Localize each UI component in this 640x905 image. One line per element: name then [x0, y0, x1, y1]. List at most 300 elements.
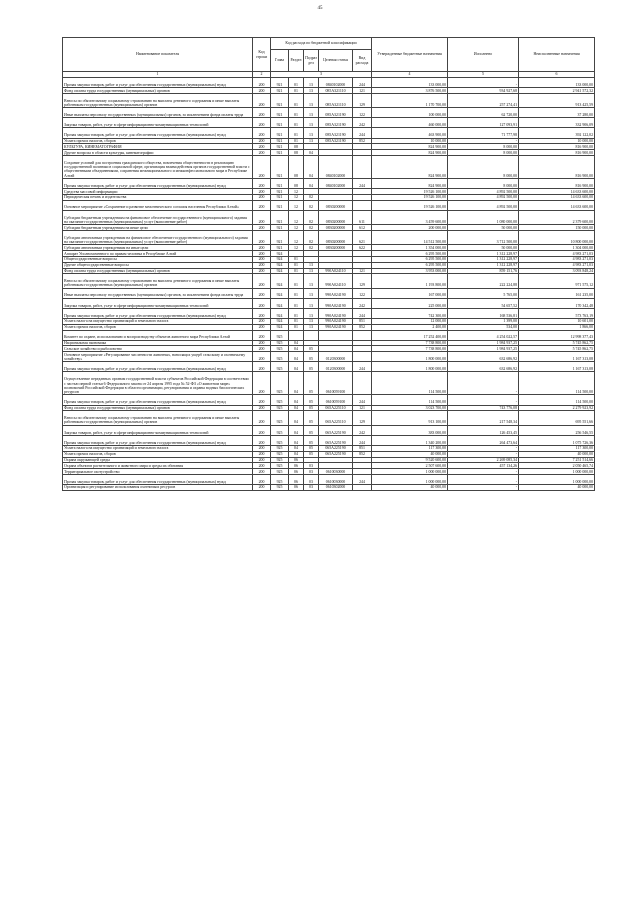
- row-approved: 117 300,00: [372, 445, 448, 451]
- table-row: [63, 178, 595, 188]
- row-executed: 8 000,00: [448, 155, 519, 178]
- row-code: 200: [253, 251, 271, 257]
- row-podrazdel: 13: [304, 268, 319, 274]
- row-approved: 19 526 100,00: [372, 189, 448, 195]
- row-glava: 924: [271, 256, 289, 262]
- row-executed: 1 312 228,97: [448, 251, 519, 257]
- row-approved: 3 459 600,00: [372, 210, 448, 224]
- row-unexecuted: 1 167 313,08: [519, 352, 595, 362]
- row-vid: 244: [353, 362, 372, 372]
- row-code: 200: [253, 457, 271, 463]
- table-row: [63, 118, 595, 128]
- row-celevaya: 0610302000: [319, 484, 353, 490]
- row-code: 200: [253, 469, 271, 475]
- row-razdel: 04: [289, 352, 304, 362]
- row-approved: 7 738 800,00: [372, 340, 448, 346]
- row-executed: 126 453,45: [448, 425, 519, 435]
- row-glava: 921: [271, 230, 289, 244]
- row-approved: 1 000 000,00: [372, 474, 448, 484]
- row-approved: 2 400,00: [372, 324, 448, 330]
- row-razdel: 01: [289, 288, 304, 298]
- row-glava: 925: [271, 352, 289, 362]
- row-vid: 121: [353, 405, 372, 411]
- header-colnum: 1: [63, 72, 253, 78]
- row-name: Фонд оплаты труда государственных (муниципальных) органов: [63, 405, 253, 411]
- row-unexecuted: 2 050 465,74: [519, 463, 595, 469]
- row-razdel: 01: [289, 88, 304, 94]
- row-unexecuted: 816 900,00: [519, 155, 595, 178]
- row-name: Охрана окружающей среды: [63, 457, 253, 463]
- row-approved: 1 800 000,00: [372, 362, 448, 372]
- row-glava: 925: [271, 411, 289, 425]
- row-glava: 921: [271, 118, 289, 128]
- row-code: 200: [253, 288, 271, 298]
- row-unexecuted: 5 745 862,75: [519, 340, 595, 346]
- row-executed: -: [448, 372, 519, 395]
- row-vid: [353, 372, 372, 395]
- row-name: Осуществление переданных органам государственной власти субъектов Российской Федерации в соответствии с частью первой статьи 6 Федерального закона от 24 апреля 1995 года № 52-ФЗ «О животном мире» полномочий Российской Федерации в области организации, регулирования и охраны водных биологических ресурсов: [63, 372, 253, 395]
- row-razdel: 01: [289, 308, 304, 318]
- row-vid: 852: [353, 138, 372, 144]
- row-vid: [353, 484, 372, 490]
- row-vid: 244: [353, 128, 372, 138]
- row-glava: 921: [271, 128, 289, 138]
- row-glava: 924: [271, 318, 289, 324]
- row-razdel: 04: [289, 362, 304, 372]
- header-celevaya: Целевая статья: [319, 50, 353, 72]
- row-approved: 463 900,00: [372, 128, 448, 138]
- row-glava: 924: [271, 262, 289, 268]
- row-name: Закупка товаров, работ, услуг в сфере информационно-коммуникационных технологий: [63, 298, 253, 308]
- row-celevaya: 085A321110: [319, 88, 353, 94]
- row-executed: 8 000,00: [448, 144, 519, 150]
- row-approved: 12 000,00: [372, 318, 448, 324]
- row-podrazdel: 13: [304, 78, 319, 88]
- row-name: Создание условий для построения гражданского общества, вовлечения общественности в реализацию государственной политики в социальной сфере, организация взаимодействия органов государственной власти с общественными объединениями, сохранения межнационального и межконфессионального мира в Республике Алтай: [63, 155, 253, 178]
- row-executed: 50 000,00: [448, 245, 519, 251]
- row-executed: 743 776,08: [448, 405, 519, 411]
- row-unexecuted: 3 093 848,24: [519, 268, 595, 274]
- row-name: Прочая закупка товаров, работ и услуг для обеспечения государственных (муниципальных) нужд: [63, 178, 253, 188]
- row-glava: 925: [271, 451, 289, 457]
- row-name: Территориальное охотустройство: [63, 469, 253, 475]
- row-vid: 244: [353, 178, 372, 188]
- row-code: 200: [253, 411, 271, 425]
- row-name: Прочая закупка товаров, работ и услуг для обеспечения государственных (муниципальных) нужд: [63, 128, 253, 138]
- row-code: 200: [253, 298, 271, 308]
- row-celevaya: 065A225190: [319, 451, 353, 457]
- row-code: 200: [253, 178, 271, 188]
- row-razdel: 01: [289, 108, 304, 118]
- row-podrazdel: 02: [304, 210, 319, 224]
- row-glava: 924: [271, 324, 289, 330]
- row-executed: 71 777,98: [448, 128, 519, 138]
- page-number: 45: [317, 6, 323, 11]
- row-name: Средства массовой информации: [63, 189, 253, 195]
- row-code: 200: [253, 340, 271, 346]
- row-razdel: 04: [289, 346, 304, 352]
- row-unexecuted: 7 251 514,66: [519, 457, 595, 463]
- header-colnum: 2: [253, 72, 271, 78]
- table-row: [63, 330, 595, 340]
- row-razdel: 01: [289, 256, 304, 262]
- table-row: [63, 372, 595, 395]
- row-name: Охрана объектов растительного и животного мира и среды их обитания: [63, 463, 253, 469]
- row-executed: 1 399,00: [448, 318, 519, 324]
- table-row: [63, 268, 595, 274]
- row-approved: 913 100,00: [372, 411, 448, 425]
- row-unexecuted: 1 167 313,08: [519, 362, 595, 372]
- row-code: 200: [253, 93, 271, 107]
- row-podrazdel: 04: [304, 155, 319, 178]
- row-name: КУЛЬТУРА, КИНЕМАТОГРАФИЯ: [63, 144, 253, 150]
- row-celevaya: 0120300000: [319, 362, 353, 372]
- row-executed: -: [448, 138, 519, 144]
- row-approved: 3 953 000,00: [372, 268, 448, 274]
- row-unexecuted: 10 601,00: [519, 318, 595, 324]
- header-code: Код строки: [253, 38, 271, 72]
- row-name: Национальная экономика: [63, 340, 253, 346]
- header-razdel: Раздел: [289, 50, 304, 72]
- row-podrazdel: 13: [304, 108, 319, 118]
- row-approved: 824 900,00: [372, 150, 448, 156]
- header-vid: Вид расхода: [353, 50, 372, 72]
- row-celevaya: 990A024190: [319, 308, 353, 318]
- row-executed: 1 984 937,25: [448, 346, 519, 352]
- row-executed: 859 151,76: [448, 268, 519, 274]
- row-vid: 611: [353, 210, 372, 224]
- row-name: Субсидии автономным учреждениям на финансовое обеспечение государственного (муниципального) задания на оказание государственных (муниципальных) услуг (выполнение работ): [63, 230, 253, 244]
- table-row: [63, 230, 595, 244]
- row-approved: 1 193 800,00: [372, 274, 448, 288]
- row-unexecuted: 1 000 000,00: [519, 474, 595, 484]
- row-celevaya: 990A024190: [319, 318, 353, 324]
- row-glava: 921: [271, 138, 289, 144]
- row-executed: -: [448, 469, 519, 475]
- row-code: 200: [253, 330, 271, 340]
- row-razdel: 04: [289, 411, 304, 425]
- row-razdel: 12: [289, 245, 304, 251]
- row-code: 200: [253, 88, 271, 94]
- row-glava: 921: [271, 210, 289, 224]
- row-vid: 621: [353, 230, 372, 244]
- row-glava: 924: [271, 251, 289, 257]
- row-celevaya: 085A321190: [319, 138, 353, 144]
- row-vid: 852: [353, 451, 372, 457]
- row-code: 200: [253, 274, 271, 288]
- row-glava: 925: [271, 362, 289, 372]
- row-unexecuted: 10 000,00: [519, 138, 595, 144]
- row-razdel: 12: [289, 194, 304, 200]
- row-glava: 921: [271, 144, 289, 150]
- row-podrazdel: 04: [304, 150, 319, 156]
- row-podrazdel: 05: [304, 451, 319, 457]
- row-celevaya: 065A225190: [319, 435, 353, 445]
- row-vid: [353, 330, 372, 340]
- header-name: Наименование показателя: [63, 38, 253, 72]
- row-razdel: 08: [289, 150, 304, 156]
- row-executed: -: [448, 445, 519, 451]
- row-executed: 934 927,68: [448, 88, 519, 94]
- row-glava: 925: [271, 395, 289, 405]
- row-name: Прочая закупка товаров, работ и услуг для обеспечения государственных (муниципальных) нужд: [63, 362, 253, 372]
- row-unexecuted: 170 342,48: [519, 298, 595, 308]
- row-unexecuted: 114 500,00: [519, 395, 595, 405]
- row-celevaya: 0830200000: [319, 230, 353, 244]
- row-razdel: 12: [289, 210, 304, 224]
- row-approved: 824 900,00: [372, 144, 448, 150]
- row-unexecuted: 114 500,00: [519, 372, 595, 395]
- row-executed: 4 254 022,57: [448, 330, 519, 340]
- row-name: Субсидии автономным учреждениям на иные цели: [63, 245, 253, 251]
- header-unexecuted: Неисполненные назначения: [519, 38, 595, 72]
- row-executed: -: [448, 78, 519, 88]
- budget-table: [62, 37, 595, 491]
- row-celevaya: 0830200000: [319, 225, 353, 231]
- row-celevaya: 0840102000: [319, 178, 353, 188]
- row-unexecuted: 2 279 923,92: [519, 405, 595, 411]
- row-approved: 824 900,00: [372, 155, 448, 178]
- row-executed: 50 000,00: [448, 225, 519, 231]
- row-unexecuted: 40 000,00: [519, 484, 595, 490]
- row-name: Аппарат Уполномоченного по правам человека в Республике Алтай: [63, 251, 253, 257]
- row-name: Иные выплаты персоналу государственных (муниципальных) органов, за исключением фонда оплаты труда: [63, 288, 253, 298]
- row-unexecuted: 392 122,02: [519, 128, 595, 138]
- row-name: Прочая закупка товаров, работ и услуг для обеспечения государственных (муниципальных) нужд: [63, 78, 253, 88]
- row-name: Основное мероприятие «Сохранение и развитие межэтнического согласия населения Республики Алтай»: [63, 200, 253, 210]
- row-code: 200: [253, 352, 271, 362]
- row-podrazdel: 13: [304, 308, 319, 318]
- table-row: [63, 484, 595, 490]
- row-glava: 921: [271, 178, 289, 188]
- row-vid: [353, 155, 372, 178]
- row-podrazdel: 03: [304, 474, 319, 484]
- row-glava: 925: [271, 405, 289, 411]
- row-podrazdel: 05: [304, 346, 319, 352]
- row-unexecuted: 117 300,00: [519, 445, 595, 451]
- row-podrazdel: 05: [304, 445, 319, 451]
- row-vid: [353, 200, 372, 210]
- row-executed: 1 080 000,00: [448, 210, 519, 224]
- row-celevaya: 085A321110: [319, 93, 353, 107]
- row-glava: 921: [271, 194, 289, 200]
- row-vid: 852: [353, 324, 372, 330]
- row-unexecuted: 133 000,00: [519, 78, 595, 88]
- row-unexecuted: 816 900,00: [519, 178, 595, 188]
- row-code: 200: [253, 395, 271, 405]
- row-podrazdel: 13: [304, 324, 319, 330]
- row-glava: 925: [271, 463, 289, 469]
- row-celevaya: 0830200000: [319, 245, 353, 251]
- header-colnum: 3: [271, 72, 372, 78]
- row-podrazdel: 05: [304, 435, 319, 445]
- row-razdel: 12: [289, 189, 304, 195]
- row-razdel: 01: [289, 78, 304, 88]
- row-unexecuted: 1 075 726,36: [519, 435, 595, 445]
- row-vid: 121: [353, 268, 372, 274]
- row-code: 200: [253, 372, 271, 395]
- row-executed: -: [448, 451, 519, 457]
- row-podrazdel: 05: [304, 395, 319, 405]
- header-podrazdel: Подраз дел: [304, 50, 319, 72]
- row-celevaya: 990A024190: [319, 324, 353, 330]
- table-row: [63, 128, 595, 138]
- row-code: 200: [253, 128, 271, 138]
- row-approved: 460 000,00: [372, 118, 448, 128]
- row-razdel: 01: [289, 318, 304, 324]
- row-executed: 168 536,81: [448, 308, 519, 318]
- table-row: [63, 288, 595, 298]
- row-celevaya: 065A225110: [319, 411, 353, 425]
- row-podrazdel: 13: [304, 262, 319, 268]
- row-celevaya: 990A024110: [319, 268, 353, 274]
- table-row: [63, 88, 595, 94]
- row-approved: 19 526 100,00: [372, 194, 448, 200]
- row-podrazdel: [304, 330, 319, 340]
- row-unexecuted: 573 763,19: [519, 308, 595, 318]
- row-code: 200: [253, 210, 271, 224]
- row-glava: 925: [271, 469, 289, 475]
- row-glava: 921: [271, 225, 289, 231]
- row-podrazdel: 13: [304, 298, 319, 308]
- row-code: 200: [253, 308, 271, 318]
- row-code: 200: [253, 445, 271, 451]
- row-approved: 40 000,00: [372, 451, 448, 457]
- row-vid: 244: [353, 78, 372, 88]
- row-podrazdel: 13: [304, 138, 319, 144]
- row-vid: [353, 352, 372, 362]
- row-code: 200: [253, 256, 271, 262]
- row-celevaya: 990A024190: [319, 298, 353, 308]
- header-approved: Утвержденные бюджетные назначения: [372, 38, 448, 72]
- row-razdel: 01: [289, 262, 304, 268]
- row-name: Другие вопросы в области культуры, кинематографии: [63, 150, 253, 156]
- row-executed: 217 548,34: [448, 411, 519, 425]
- row-podrazdel: 02: [304, 225, 319, 231]
- row-code: 200: [253, 118, 271, 128]
- row-vid: 244: [353, 395, 372, 405]
- row-razdel: 01: [289, 128, 304, 138]
- row-glava: 924: [271, 308, 289, 318]
- row-celevaya: 0840102000: [319, 155, 353, 178]
- row-code: 200: [253, 230, 271, 244]
- row-approved: 383 000,00: [372, 425, 448, 435]
- row-name: Прочая закупка товаров, работ и услуг для обеспечения государственных (муниципальных) нужд: [63, 308, 253, 318]
- table-row: [63, 395, 595, 405]
- row-razdel: 06: [289, 469, 304, 475]
- row-razdel: 06: [289, 463, 304, 469]
- row-glava: 921: [271, 155, 289, 178]
- row-razdel: 01: [289, 274, 304, 288]
- row-unexecuted: 37 280,00: [519, 108, 595, 118]
- row-name: Закупка товаров, работ, услуг в сфере информационно-коммуникационных технологий: [63, 425, 253, 435]
- row-unexecuted: 5 745 862,75: [519, 346, 595, 352]
- row-unexecuted: 1 866,00: [519, 324, 595, 330]
- row-code: 200: [253, 150, 271, 156]
- row-executed: 632 686,92: [448, 352, 519, 362]
- row-code: 200: [253, 245, 271, 251]
- row-executed: 457 134,26: [448, 463, 519, 469]
- row-unexecuted: 40 000,00: [519, 451, 595, 457]
- row-podrazdel: 05: [304, 405, 319, 411]
- row-name: Субсидии бюджетным учреждениям на иные цели: [63, 225, 253, 231]
- table-row: [63, 308, 595, 318]
- row-razdel: 08: [289, 155, 304, 178]
- row-celevaya: 0610030000: [319, 474, 353, 484]
- row-approved: 100 000,00: [372, 108, 448, 118]
- row-vid: 622: [353, 245, 372, 251]
- row-unexecuted: 150 000,00: [519, 225, 595, 231]
- row-executed: 632 686,92: [448, 362, 519, 372]
- row-executed: 4 892 500,00: [448, 200, 519, 210]
- row-code: 200: [253, 262, 271, 268]
- row-podrazdel: 03: [304, 469, 319, 475]
- row-code: 200: [253, 318, 271, 324]
- row-podrazdel: 02: [304, 230, 319, 244]
- row-approved: 9 520 600,00: [372, 457, 448, 463]
- row-celevaya: 085A321190: [319, 108, 353, 118]
- row-glava: 924: [271, 268, 289, 274]
- row-celevaya: 0610030000: [319, 469, 353, 475]
- table-row: [63, 200, 595, 210]
- row-approved: 10 000,00: [372, 138, 448, 144]
- row-name: Прочая закупка товаров, работ и услуг для обеспечения государственных (муниципальных) нужд: [63, 395, 253, 405]
- row-name: Уплата прочих налогов, сборов: [63, 451, 253, 457]
- row-code: 200: [253, 138, 271, 144]
- row-celevaya: 990A024110: [319, 274, 353, 288]
- row-approved: 114 500,00: [372, 372, 448, 395]
- row-unexecuted: 14 633 600,00: [519, 189, 595, 195]
- row-podrazdel: 03: [304, 484, 319, 490]
- row-approved: 6 295 500,00: [372, 251, 448, 257]
- row-approved: 1 000 000,00: [372, 469, 448, 475]
- row-name: Уплата налога на имущество организаций и земельного налога: [63, 445, 253, 451]
- table-row: [63, 93, 595, 107]
- row-approved: 7 738 800,00: [372, 346, 448, 352]
- row-vid: 121: [353, 88, 372, 94]
- row-code: 200: [253, 108, 271, 118]
- row-executed: -: [448, 395, 519, 405]
- row-celevaya: 0840102000: [319, 78, 353, 88]
- table-row: [63, 362, 595, 372]
- row-code: 200: [253, 346, 271, 352]
- row-razdel: 01: [289, 324, 304, 330]
- row-approved: 1 170 700,00: [372, 93, 448, 107]
- row-celevaya: 085A321190: [319, 128, 353, 138]
- row-code: 200: [253, 78, 271, 88]
- table-row: [63, 108, 595, 118]
- row-glava: 921: [271, 189, 289, 195]
- row-razdel: 12: [289, 230, 304, 244]
- row-name: Уплата налога на имущество организаций и земельного налога: [63, 318, 253, 324]
- row-glava: 924: [271, 288, 289, 298]
- row-glava: 924: [271, 298, 289, 308]
- row-celevaya: 065A225190: [319, 445, 353, 451]
- row-approved: 225 000,00: [372, 298, 448, 308]
- row-unexecuted: 12 998 377,43: [519, 330, 595, 340]
- row-name: Прочая закупка товаров, работ и услуг для обеспечения государственных (муниципальных) нужд: [63, 474, 253, 484]
- row-celevaya: 065A225190: [319, 425, 353, 435]
- row-podrazdel: 05: [304, 411, 319, 425]
- row-vid: 242: [353, 118, 372, 128]
- row-vid: 122: [353, 108, 372, 118]
- row-executed: 1 312 228,97: [448, 256, 519, 262]
- row-glava: 925: [271, 474, 289, 484]
- row-razdel: 04: [289, 405, 304, 411]
- row-podrazdel: 13: [304, 274, 319, 288]
- row-glava: 921: [271, 150, 289, 156]
- row-vid: 244: [353, 435, 372, 445]
